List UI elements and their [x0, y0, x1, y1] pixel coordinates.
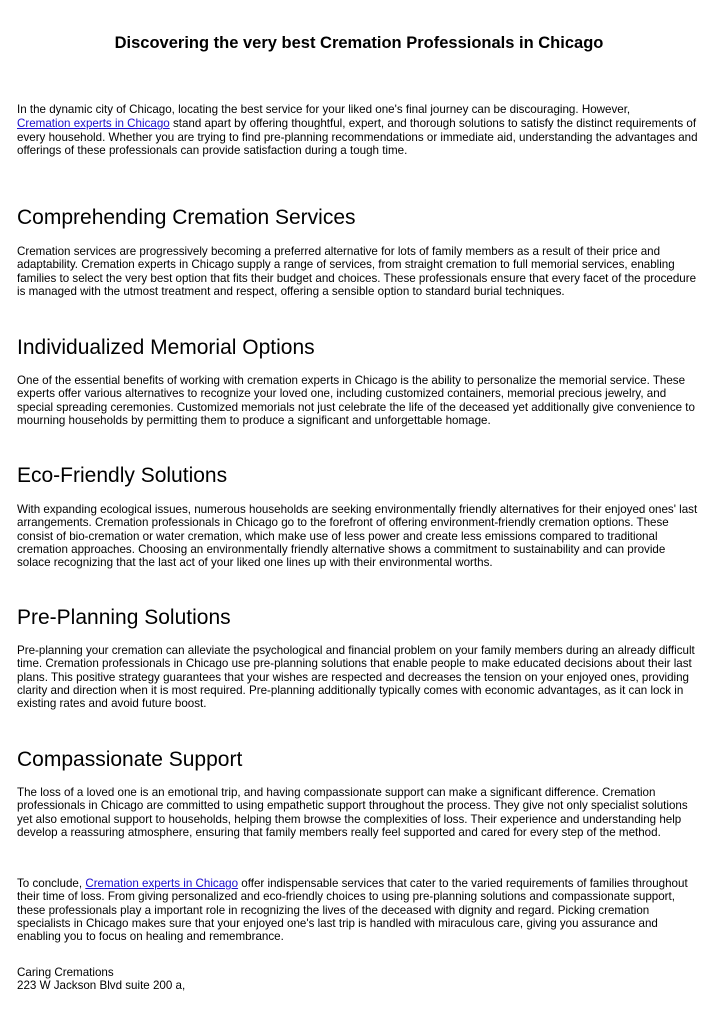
intro-text-before: In the dynamic city of Chicago, locating the best service for your liked one's final journey can be discouraging. However, [17, 103, 631, 116]
section-heading-eco-friendly: Eco-Friendly Solutions [17, 464, 228, 487]
conclusion-text-after: offer indispensable services that cater to the varied requirements of families throughout their time of loss. From giving personalized and eco-friendly choices to using pre-planning solutions and compassionate support, these professionals play a important role in recognizing the lives of the deceased with dignity and regard. Picking cremation specialists in Chicago makes sure that your enjoyed one's last trip is handled with miraculous care, giving you assurance and enabling you to focus on healing and remembrance. [17, 877, 688, 944]
section-heading-pre-planning: Pre-Planning Solutions [17, 606, 231, 629]
address-line-1: Caring Cremations [17, 966, 114, 979]
intro-cremation-link[interactable]: Cremation experts in Chicago [17, 117, 170, 131]
section-body-comprehending: Cremation services are progressively becoming a preferred alternative for lots of family members as a result of their price and adaptability. Cremation experts in Chicago supply a range of services, from straight cremation to full memorial services, enabling families to select the very best option that fits their budget and choices. These professionals ensure that every facet of the procedure is managed with the utmost treatment and respect, offering a sensible option to standard burial techniques. [17, 245, 697, 298]
section-body-eco-friendly: With expanding ecological issues, numerous households are seeking environmentally friendly alternatives for their enjoyed ones' last arrangements. Cremation professionals in Chicago go to the forefront of offering environment-friendly cremation options. These consist of bio-cremation or water cremation, which make use of less power and create less emissions compared to traditional cremation approaches. Choosing an environmentally friendly alternative shows a commitment to sustainability and can provide solace recognizing that the last act of your liked one lines up with their environmental worths. [17, 503, 698, 570]
section-body-individualized: One of the essential benefits of working with cremation experts in Chicago is the ability to personalize the memorial service. These experts offer various alternatives to recognize your loved one, including customized containers, memorial precious jewelry, and special spreading ceremonies. Customized memorials not just celebrate the life of the deceased yet additionally give convenience to mourning households by permitting them to produce a significant and unforgettable homage. [17, 374, 695, 427]
section-body-compassionate: The loss of a loved one is an emotional trip, and having compassionate support can make a significant difference. Cremation professionals in Chicago are committed to using empathetic support throughout the process. They give not only specialist solutions yet also emotional support to households, helping them browse the complexities of loss. Their experience and understanding help develop a reassuring atmosphere, ensuring that family members really feel supported and cared for every step of the method. [17, 786, 688, 839]
section-body-pre-planning: Pre-planning your cremation can alleviate the psychological and financial problem on your family members during an already difficult time. Cremation professionals in Chicago use pre-planning solutions that enable people to make educated decisions about their last plans. This positive strategy guarantees that your wishes are respected and decreases the tension on your enjoyed ones, providing clarity and direction when it is most required. Pre-planning additionally typically comes with economic advantages, as it can lock in existing rates and avoid future boost. [17, 644, 695, 711]
intro-text-after: stand apart by offering thoughtful, expert, and thorough solutions to satisfy the distinct requirements of every household. Whether you are trying to find pre-planning recommendations or immediate aid, understanding the advantages and offerings of these professionals can provide satisfaction during a tough time. [17, 117, 698, 157]
conclusion-cremation-link[interactable]: Cremation experts in Chicago [85, 877, 239, 890]
section-heading-compassionate: Compassionate Support [17, 748, 243, 771]
conclusion-text-before: To conclude, [17, 877, 86, 890]
section-heading-comprehending: Comprehending Cremation Services [17, 206, 356, 229]
address-line-2: 223 W Jackson Blvd suite 200 a, [17, 979, 186, 993]
intro-paragraph [17, 103, 701, 157]
address-block [17, 966, 185, 993]
page-title: Discovering the very best Cremation Professionals in Chicago [114, 34, 604, 52]
conclusion-paragraph [17, 877, 701, 943]
section-heading-individualized: Individualized Memorial Options [17, 336, 315, 359]
